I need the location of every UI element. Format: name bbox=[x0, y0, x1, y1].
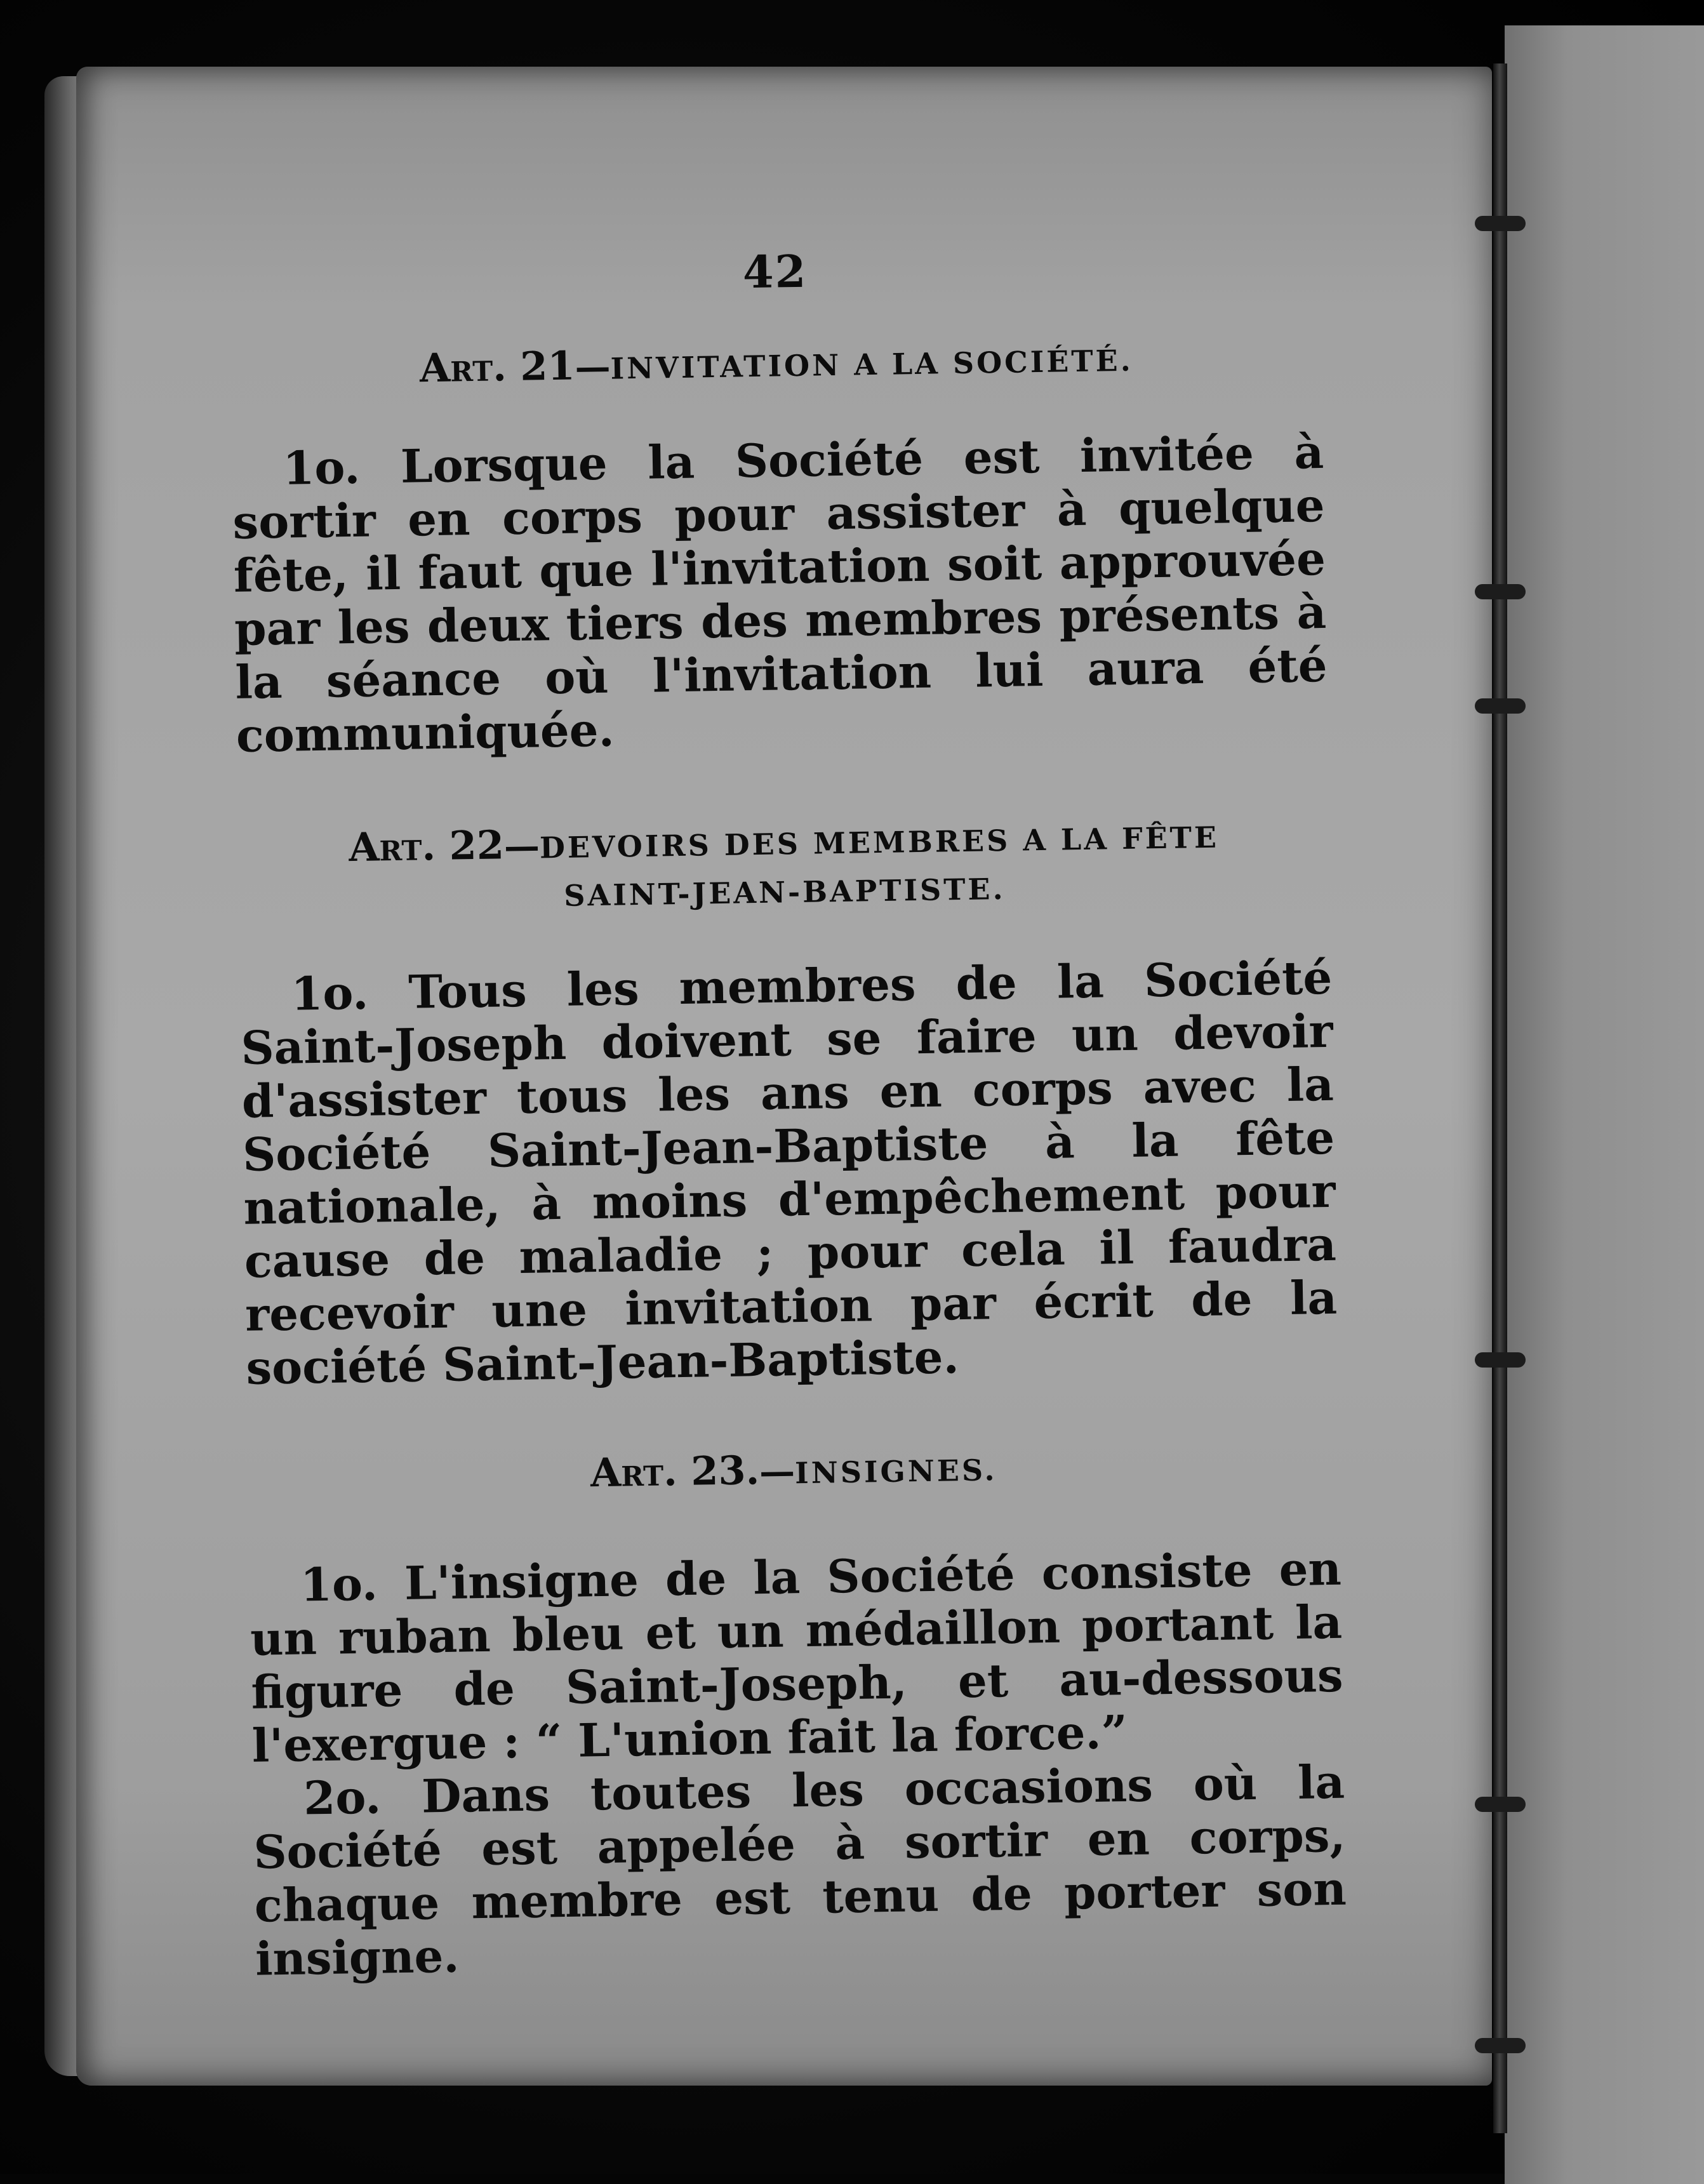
article-number: Art. 23. bbox=[590, 1447, 760, 1496]
article-title-line2: SAINT-JEAN-BAPTISTE. bbox=[563, 872, 1006, 914]
article-dash: — bbox=[503, 825, 540, 867]
facing-page bbox=[1505, 25, 1704, 2184]
article-dash: — bbox=[575, 345, 611, 389]
binding-stitch bbox=[1475, 216, 1526, 231]
article-number: Art. 22 bbox=[348, 821, 505, 870]
binding-stitch bbox=[1475, 2038, 1526, 2053]
article-paragraph: 1o. Lorsque la Société est invitée à sortir en corps pour assister à quelque fête, il faut que l'invitation soit approuvée par les deux tiers des membres présents à la séance où l'invitation lui aura été communiquée. bbox=[232, 424, 1328, 762]
binding-stitch bbox=[1475, 1797, 1526, 1812]
article-paragraph: 1o. Tous les membres de la Société Saint-Joseph doivent se faire un devoir d'assister tous les ans en corps avec la Société Saint-Jean-Baptiste à la fête nationale, à moins d'empêchement pour cause de maladie ; pour cela il faudra recevoir une invitation par écrit de la société Saint-Jean-Baptiste. bbox=[240, 950, 1338, 1395]
article-number: Art. 21 bbox=[419, 342, 576, 392]
article-title: INSIGNES. bbox=[794, 1453, 997, 1491]
page-content bbox=[229, 237, 1348, 1985]
page-number: 42 bbox=[742, 244, 808, 299]
binding-stitch bbox=[1475, 584, 1526, 599]
article-paragraph: 2o. Dans toutes les occasions où la Société est appelée à sortir en corps, chaque membre est tenu de porter son insigne. bbox=[253, 1754, 1347, 1986]
binding-stitch bbox=[1475, 698, 1526, 714]
article-title: INVITATION A LA SOCIÉTÉ. bbox=[610, 343, 1134, 386]
article-paragraph: 1o. L'insigne de la Société consiste en un ruban bleu et un médaillon portant la figure de Saint-Joseph, et au-dessous l'exergue : “ L'union fait la force.” bbox=[250, 1541, 1344, 1773]
binding-stitch bbox=[1475, 1352, 1526, 1368]
article-title: DEVOIRS DES MEMBRES A LA FÊTE bbox=[539, 820, 1220, 865]
article-heading bbox=[237, 806, 1331, 924]
binding-thread bbox=[1493, 63, 1507, 2133]
article-dash: — bbox=[759, 1450, 795, 1493]
